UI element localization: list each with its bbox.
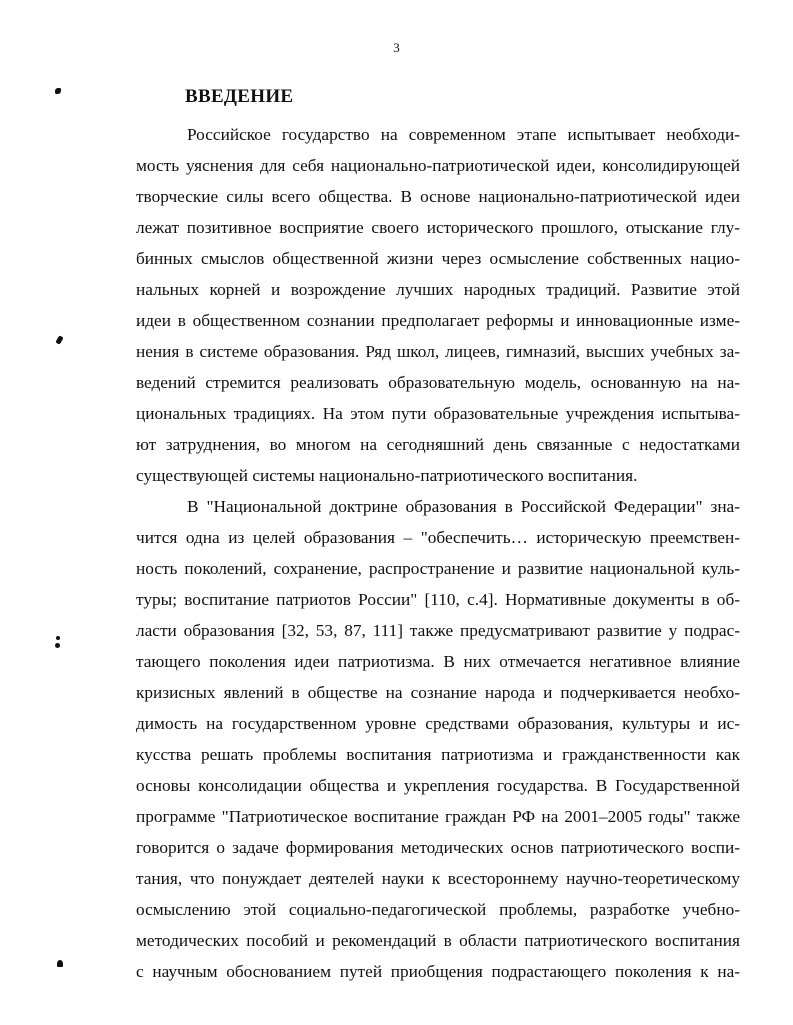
- text-line: бинных смыслов общественной жизни через осмысление собственных нацио-: [136, 249, 740, 268]
- text-line: чится одна из целей образования – "обеспечить… историческую преемствен-: [136, 528, 740, 547]
- scan-mark: [55, 643, 60, 648]
- text-line: нения в системе образования. Ряд школ, лицеев, гимназий, высших учебных за-: [136, 342, 740, 361]
- text-line: осмыслению этой социально-педагогической проблемы, разработке учебно-: [136, 900, 740, 919]
- text-line: говорится о задаче формирования методических основ патриотического воспи-: [136, 838, 740, 857]
- text-line: кусства решать проблемы воспитания патриотизма и гражданственности как: [136, 745, 740, 764]
- text-line: мость уяснения для себя национально-патриотической идеи, консолидирующей: [136, 156, 740, 175]
- body-text: [136, 119, 740, 987]
- text-line: Российское государство на современном этапе испытывает необходи-: [187, 125, 740, 144]
- text-line: ведений стремится реализовать образовательную модель, основанную на на-: [136, 373, 740, 392]
- scan-mark: [57, 960, 63, 967]
- text-line: с научным обоснованием путей приобщения подрастающего поколения к на-: [136, 962, 740, 981]
- text-line: ласти образования [32, 53, 87, 111] также предусматривают развитие у подрас-: [136, 621, 740, 640]
- scan-mark: [56, 636, 60, 640]
- text-line: димость на государственном уровне средствами образования, культуры и ис-: [136, 714, 740, 733]
- text-line: программе "Патриотическое воспитание граждан РФ на 2001–2005 годы" также: [136, 807, 740, 826]
- text-line: методических пособий и рекомендаций в области патриотического воспитания: [136, 931, 740, 950]
- text-line: тающего поколения идеи патриотизма. В них отмечается негативное влияние: [136, 652, 740, 671]
- scan-mark: [55, 335, 63, 344]
- section-heading: ВВЕДЕНИЕ: [185, 86, 294, 107]
- text-line: ют затруднения, во многом на сегодняшний день связанные с недостатками: [136, 435, 740, 454]
- text-line: творческие силы всего общества. В основе национально-патриотической идеи: [136, 187, 740, 206]
- text-line: В "Национальной доктрине образования в Российской Федерации" зна-: [187, 497, 740, 516]
- text-line: ность поколений, сохранение, распространение и развитие национальной куль-: [136, 559, 740, 578]
- text-line: лежат позитивное восприятие своего исторического прошлого, отыскание глу-: [136, 218, 740, 237]
- text-line: туры; воспитание патриотов России" [110, с.4]. Нормативные документы в об-: [136, 590, 740, 609]
- text-line: основы консолидации общества и укрепления государства. В Государственной: [136, 776, 740, 795]
- text-line: кризисных явлений в обществе на сознание народа и подчеркивается необхо-: [136, 683, 740, 702]
- paragraph-2: [136, 491, 740, 987]
- text-line: идеи в общественном сознании предполагает реформы и инновационные изме-: [136, 311, 740, 330]
- text-line: тания, что понуждает деятелей науки к всестороннему научно-теоретическому: [136, 869, 740, 888]
- text-line: нальных корней и возрождение лучших народных традиций. Развитие этой: [136, 280, 740, 299]
- text-line: циональных традициях. На этом пути образовательные учреждения испытыва-: [136, 404, 740, 423]
- scan-mark: [55, 88, 61, 94]
- page-number: 3: [393, 40, 400, 55]
- paragraph-1: [136, 119, 740, 491]
- text-line: существующей системы национально-патриотического воспитания.: [136, 466, 638, 485]
